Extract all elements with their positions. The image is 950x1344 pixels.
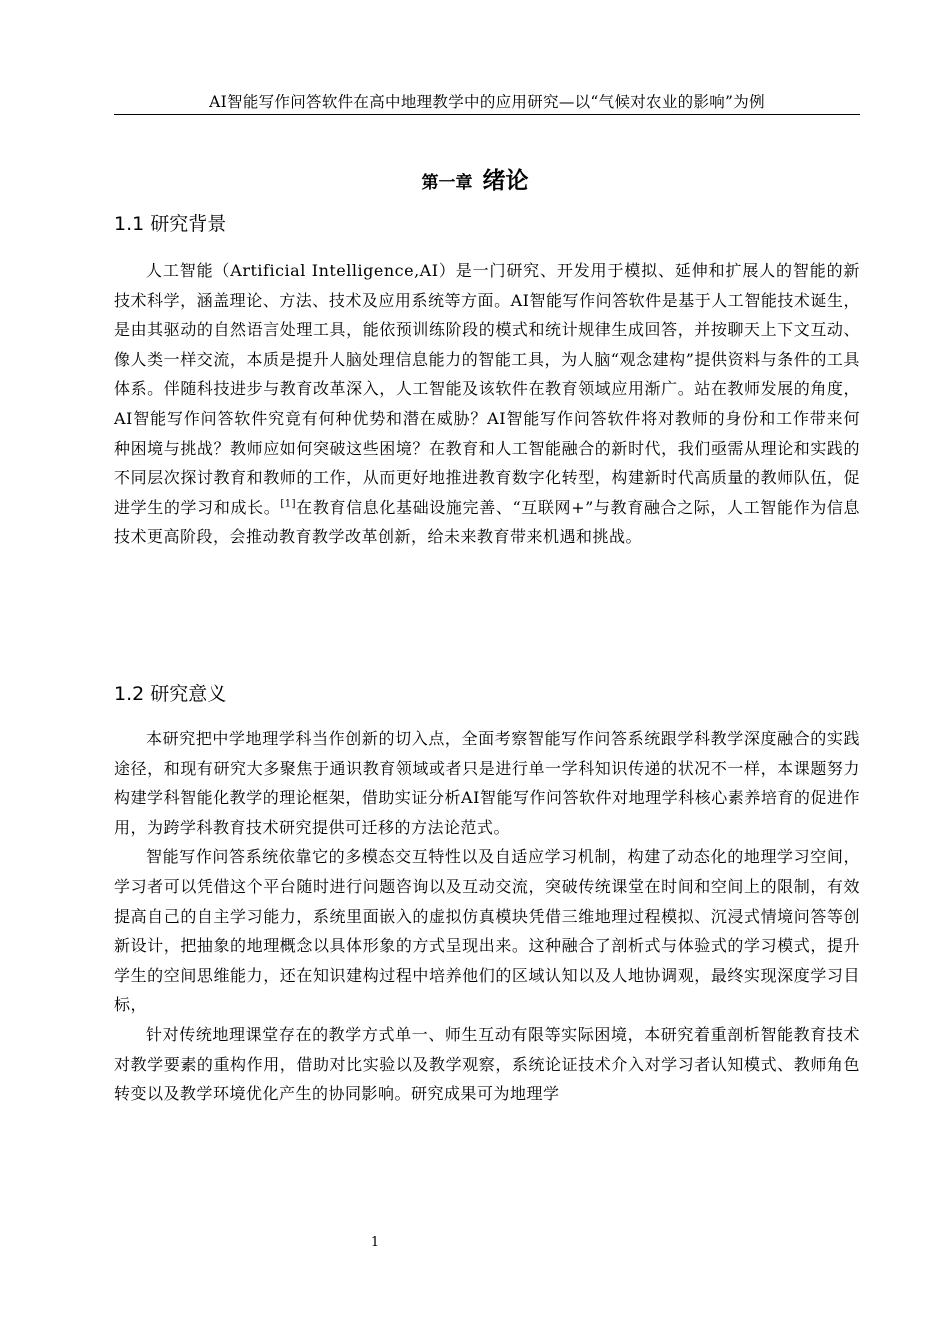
paragraph: 针对传统地理课堂存在的教学方式单一、师生互动有限等实际困境，本研究着重剖析智能教育技术对教学要素的重构作用，借助对比实验以及教学观察，系统论证技术介入对学习者认知模式、教师角色转变以及教学环境优化产生的协同影响。研究成果可为地理学	[114, 1024, 860, 1104]
paragraph: 本研究把中学地理学科当作创新的切入点，全面考察智能写作问答系统跟学科教学深度融合的实践途径，和现有研究大多聚焦于通识教育领域或者只是进行单一学科知识传递的状况不一样，本课题努力构建学科智能化教学的理论框架，借助实证分析AI智能写作问答软件对地理学科核心素养培育的促进作用，为跨学科教育技术研究提供可迁移的方法论范式。	[114, 729, 860, 837]
citation-reference[interactable]: [1]	[280, 498, 297, 510]
page-number: 1	[370, 1235, 380, 1250]
chapter-title	[0, 162, 950, 195]
chapter-number: 第一章	[421, 173, 473, 193]
section-body-background	[114, 256, 860, 552]
paragraph: 智能写作问答系统依靠它的多模态交互特性以及自适应学习机制，构建了动态化的地理学习空间，学习者可以凭借这个平台随时进行问题咨询以及互动交流，突破传统课堂在时间和空间上的限制，有效提高自己的自主学习能力，系统里面嵌入的虚拟仿真模块凭借三维地理过程模拟、沉浸式情境问答等创新设计，把抽象的地理概念以具体形象的方式呈现出来。这种融合了剖析式与体验式的学习模式，提升学生的空间思维能力，还在知识建构过程中培养他们的区域认知以及人地协调观，最终实现深度学习目标，	[114, 847, 860, 1015]
paragraph-text: 人工智能（Artificial Intelligence,AI）是一门研究、开发用于模拟、延伸和扩展人的智能的新技术科学，涵盖理论、方法、技术及应用系统等方面。AI智能写作问答软件是基于人工智能技术诞生，是由其驱动的自然语言处理工具，能依预训练阶段的模式和统计规律生成回答，并按聊天上下文互动、像人类一样交流，本质是提升人脑处理信息能力的智能工具，为人脑“观念建构”提供资料与条件的工具体系。伴随科技进步与教育改革深入，人工智能及该软件在教育领域应用渐广。站在教师发展的角度，AI智能写作问答软件究竟有何种优势和潜在威胁？AI智能写作问答软件将对教师的身份和工作带来何种困境与挑战？教师应如何突破这些困境？在教育和人工智能融合的新时代，我们亟需从理论和实践的不同层次探讨教育和教师的工作，从而更好地推进教育数字化转型，构建新时代高质量的教师队伍，促进学生的学习和成长。	[114, 261, 860, 517]
running-header: AI智能写作问答软件在高中地理教学中的应用研究—以“气候对农业的影响”为例	[114, 92, 860, 115]
section-heading-significance: 1.2 研究意义	[114, 683, 227, 705]
paragraph-text: 在教育信息化基础设施完善、“互联网+”与教育融合之际，人工智能作为信息技术更高阶段，会推动教育教学改革创新，给未来教育带来机遇和挑战。	[114, 497, 860, 547]
paragraph	[114, 256, 860, 552]
section-body-significance	[114, 724, 860, 1109]
section-heading-background: 1.1 研究背景	[114, 213, 227, 235]
chapter-name: 绪论	[482, 168, 529, 194]
